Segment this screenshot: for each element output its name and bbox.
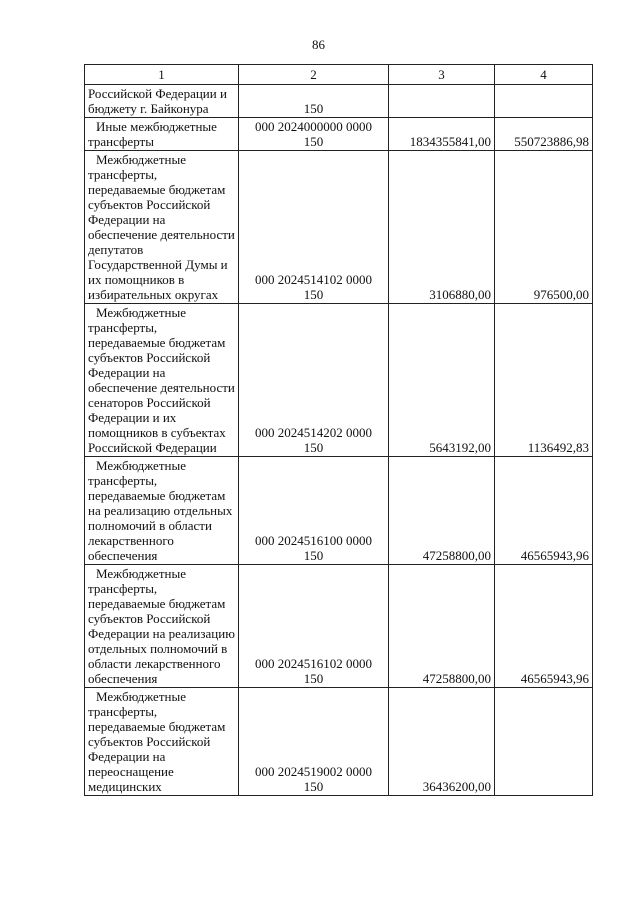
- row-amount-col4: 550723886,98: [495, 118, 593, 151]
- row-name-cell: [85, 85, 239, 118]
- row-code-line: 150: [303, 134, 324, 149]
- table-row: [85, 457, 593, 565]
- row-name-line: Федерации и их: [88, 410, 177, 425]
- row-code-line: 000 2024514102 0000: [255, 272, 372, 287]
- table-body: [85, 85, 593, 796]
- column-header-2: 2: [239, 65, 389, 85]
- column-header-4: 4: [495, 65, 593, 85]
- row-amount-col3: 47258800,00: [389, 457, 495, 565]
- row-name-line: [88, 119, 235, 134]
- row-code-line: 000 2024000000 0000: [255, 119, 372, 134]
- row-name-line: лекарственного: [88, 533, 174, 548]
- table-row: [85, 688, 593, 796]
- row-name-text: Иные межбюджетные: [96, 119, 217, 134]
- row-name-line: переоснащение: [88, 764, 174, 779]
- row-code-line: 150: [303, 101, 324, 116]
- row-name-line: передаваемые бюджетам: [88, 719, 226, 734]
- row-name-line: [88, 566, 235, 581]
- row-name-line: трансферты,: [88, 320, 158, 335]
- row-code-cell: [239, 457, 389, 565]
- row-name-line: трансферты,: [88, 704, 158, 719]
- row-name-line: трансферты,: [88, 473, 158, 488]
- row-amount-col3: [389, 85, 495, 118]
- row-name-line: обеспечение деятельности: [88, 227, 235, 242]
- row-name-line: трансферты,: [88, 581, 158, 596]
- row-name-line: [88, 305, 235, 320]
- row-code-line: 150: [303, 548, 324, 563]
- row-code-line: 150: [303, 671, 324, 686]
- row-amount-col3: 47258800,00: [389, 565, 495, 688]
- row-name-text: Межбюджетные: [96, 305, 186, 320]
- row-name-line: субъектов Российской: [88, 734, 211, 749]
- row-code-line: 000 2024516100 0000: [255, 533, 372, 548]
- budget-table: [84, 64, 593, 796]
- row-name-line: Государственной Думы и: [88, 257, 228, 272]
- row-name-line: субъектов Российской: [88, 197, 211, 212]
- row-name-text: Межбюджетные: [96, 566, 186, 581]
- row-name-line: медицинских: [88, 779, 162, 794]
- row-name-line: [88, 458, 235, 473]
- row-code-cell: [239, 85, 389, 118]
- column-header-1: 1: [85, 65, 239, 85]
- row-name-line: [88, 689, 235, 704]
- row-name-line: Российской Федерации и: [88, 86, 227, 101]
- row-amount-col4: 976500,00: [495, 151, 593, 304]
- row-name-cell: [85, 457, 239, 565]
- row-name-line: обеспечения: [88, 548, 158, 563]
- table-row: [85, 118, 593, 151]
- row-name-line: помощников в субъектах: [88, 425, 226, 440]
- row-amount-col4: 46565943,96: [495, 457, 593, 565]
- row-code-line: 150: [303, 779, 324, 794]
- row-name-line: их помощников в: [88, 272, 185, 287]
- row-name-line: обеспечение деятельности: [88, 380, 235, 395]
- row-name-line: обеспечения: [88, 671, 158, 686]
- row-name-line: полномочий в области: [88, 518, 212, 533]
- row-name-line: депутатов: [88, 242, 144, 257]
- row-code-line: 000 2024519002 0000: [255, 764, 372, 779]
- row-name-line: трансферты: [88, 134, 154, 149]
- row-name-line: Федерации на: [88, 212, 166, 227]
- row-amount-col3: 36436200,00: [389, 688, 495, 796]
- row-name-text: Межбюджетные: [96, 458, 186, 473]
- row-code-line: 000 2024514202 0000: [255, 425, 372, 440]
- row-code-cell: [239, 304, 389, 457]
- row-amount-col3: 5643192,00: [389, 304, 495, 457]
- row-code-cell: [239, 565, 389, 688]
- table-header-row: [85, 65, 593, 85]
- table-row: [85, 565, 593, 688]
- row-name-line: трансферты,: [88, 167, 158, 182]
- row-name-line: передаваемые бюджетам: [88, 596, 226, 611]
- row-name-cell: [85, 688, 239, 796]
- row-code-line: 150: [303, 287, 324, 302]
- row-code-line: 150: [303, 440, 324, 455]
- row-name-line: отдельных полномочий в: [88, 641, 228, 656]
- row-name-line: Российской Федерации: [88, 440, 217, 455]
- table-row: [85, 85, 593, 118]
- row-name-line: избирательных округах: [88, 287, 219, 302]
- row-name-line: бюджету г. Байконура: [88, 101, 209, 116]
- row-name-line: области лекарственного: [88, 656, 221, 671]
- row-name-line: субъектов Российской: [88, 611, 211, 626]
- row-name-line: передаваемые бюджетам: [88, 488, 226, 503]
- row-code-line: 000 2024516102 0000: [255, 656, 372, 671]
- row-name-line: субъектов Российской: [88, 350, 211, 365]
- table-row: [85, 304, 593, 457]
- row-amount-col3: 3106880,00: [389, 151, 495, 304]
- row-name-cell: [85, 304, 239, 457]
- table-row: [85, 151, 593, 304]
- row-name-cell: [85, 118, 239, 151]
- page-number: 86: [312, 37, 325, 52]
- row-name-line: [88, 152, 235, 167]
- row-name-line: Федерации на реализацию: [88, 626, 235, 641]
- row-amount-col3: 1834355841,00: [389, 118, 495, 151]
- row-code-cell: [239, 118, 389, 151]
- row-name-cell: [85, 151, 239, 304]
- row-code-cell: [239, 151, 389, 304]
- row-name-line: Федерации на: [88, 365, 166, 380]
- row-name-cell: [85, 565, 239, 688]
- column-header-3: 3: [389, 65, 495, 85]
- row-code-cell: [239, 688, 389, 796]
- row-amount-col4: 46565943,96: [495, 565, 593, 688]
- row-name-line: сенаторов Российской: [88, 395, 211, 410]
- row-amount-col4: 1136492,83: [495, 304, 593, 457]
- row-name-line: Федерации на: [88, 749, 166, 764]
- row-name-text: Межбюджетные: [96, 689, 186, 704]
- row-name-line: на реализацию отдельных: [88, 503, 233, 518]
- row-name-line: передаваемые бюджетам: [88, 335, 226, 350]
- row-amount-col4: [495, 688, 593, 796]
- row-amount-col4: [495, 85, 593, 118]
- row-name-line: передаваемые бюджетам: [88, 182, 226, 197]
- row-name-text: Межбюджетные: [96, 152, 186, 167]
